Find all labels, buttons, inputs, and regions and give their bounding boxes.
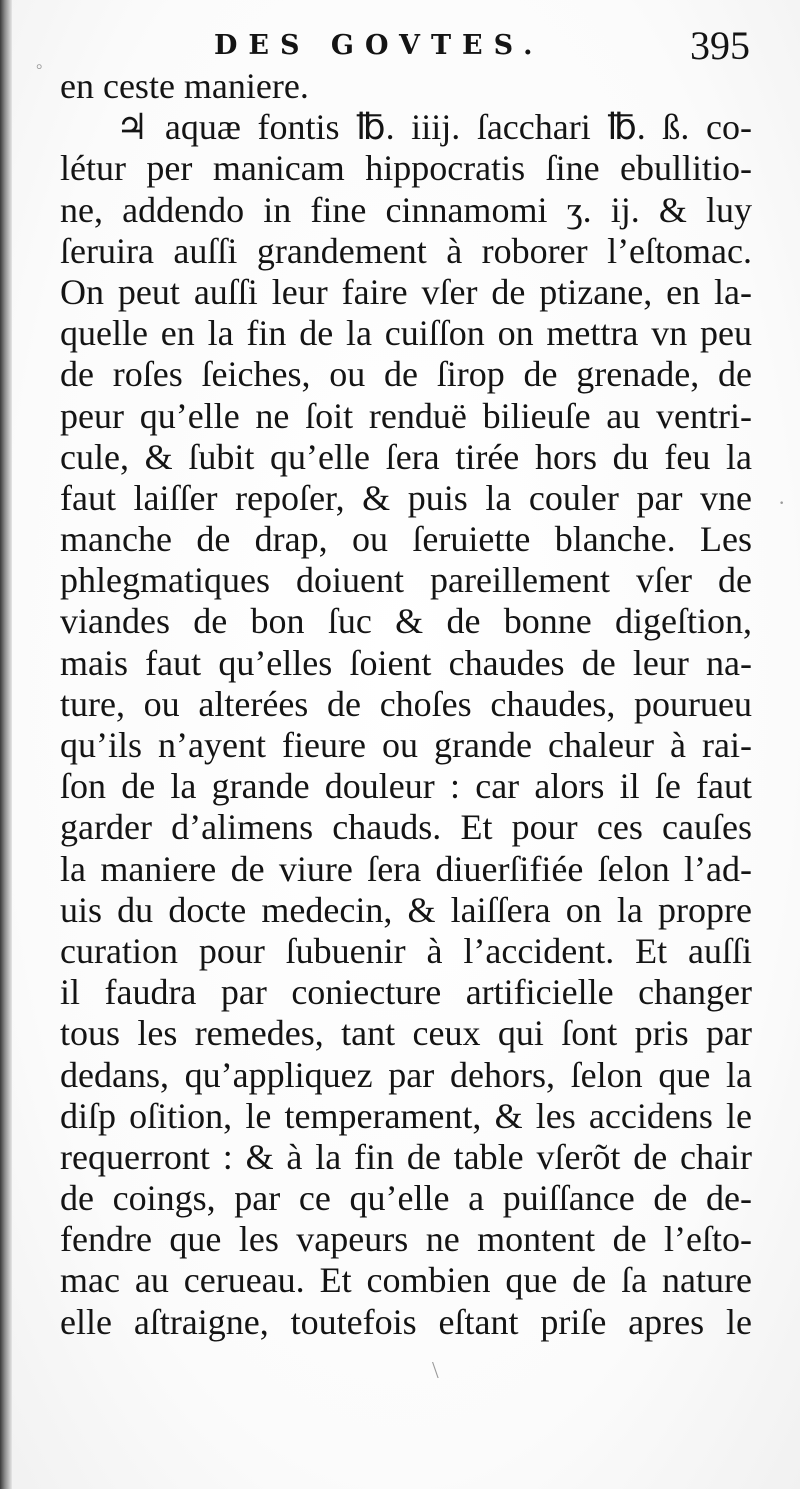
text-line: On peut auſſi leur faire vſer de ptizane, en la-: [60, 271, 752, 312]
body-text: [60, 66, 752, 1343]
text-line: quelle en la fin de la cuiſſon on mettra vn peu: [60, 313, 752, 354]
text-line: uis du docte medecin, & laiſſera on la propre: [60, 889, 752, 930]
running-head: DES GOVTES.: [214, 30, 544, 61]
ink-speck: °: [36, 62, 43, 79]
page-number: 395: [690, 23, 750, 68]
text-line: faut laiſſer repoſer, & puis la couler par vne: [60, 477, 752, 518]
text-line: requerront : & à la fin de table vſerõt de chair: [60, 1136, 752, 1177]
text-line: garder d’alimens chauds. Et pour ces cauſes: [60, 807, 752, 848]
text-line: peur qu’elle ne ſoit renduë bilieuſe au ventri-: [60, 395, 752, 436]
text-line: cule, & ſubit qu’elle ſera tirée hors du feu la: [60, 436, 752, 477]
text-line: ſeruira auſſi grandement à roborer l’eſtomac.: [60, 230, 752, 271]
text-line: elle aſtraigne, toutefois eſtant priſe apres le: [60, 1301, 752, 1342]
text-line: tous les remedes, tant ceux qui ſont pris par: [60, 1013, 752, 1054]
text-line: de roſes ſeiches, ou de ſirop de grenade, de: [60, 354, 752, 395]
text-line: létur per manicam hippocratis ſine ebullitio-: [60, 148, 752, 189]
text-line: la maniere de viure ſera diuerſifiée ſelon l’ad-: [60, 848, 752, 889]
text-line: ture, ou alterées de choſes chaudes, pourueu: [60, 683, 752, 724]
text-line: ſon de la grande douleur : car alors il ſe faut: [60, 766, 752, 807]
text-line: fendre que les vapeurs ne montent de l’eſto-: [60, 1219, 752, 1260]
text-line: mais faut qu’elles ſoient chaudes de leur na-: [60, 642, 752, 683]
text-line: phlegmatiques doiuent pareillement vſer de: [60, 560, 752, 601]
text-line: qu’ils n’ayent fieure ou grande chaleur à rai-: [60, 725, 752, 765]
text-line: de coings, par ce qu’elle a puiſſance de de-: [60, 1178, 752, 1219]
text-line: viandes de bon ſuc & de bonne digeſtion,: [60, 601, 752, 642]
text-line: diſp oſition, le temperament, & les accidens le: [60, 1095, 752, 1136]
ink-speck: \: [432, 1358, 439, 1384]
text-line: il faudra par coniecture artificielle changer: [60, 972, 752, 1013]
text-line: ne, addendo in fine cinnamomi ʒ. ij. & luy: [60, 189, 752, 230]
binding-gutter: [0, 0, 12, 1489]
text-line: dedans, qu’appliquez par dehors, ſelon que la: [60, 1054, 752, 1095]
text-line: manche de drap, ou ſeruiette blanche. Les: [60, 519, 752, 560]
text-line: ♃ aquæ fontis ℔. iiij. ſacchari ℔. ß. co-: [116, 107, 752, 148]
text-line: mac au cerueau. Et combien que de ſa nature: [60, 1260, 752, 1301]
text-line: en ceste maniere.: [60, 66, 309, 106]
text-line: curation pour ſubuenir à l’accident. Et auſſi: [60, 930, 752, 971]
ink-speck: ·: [778, 490, 786, 515]
